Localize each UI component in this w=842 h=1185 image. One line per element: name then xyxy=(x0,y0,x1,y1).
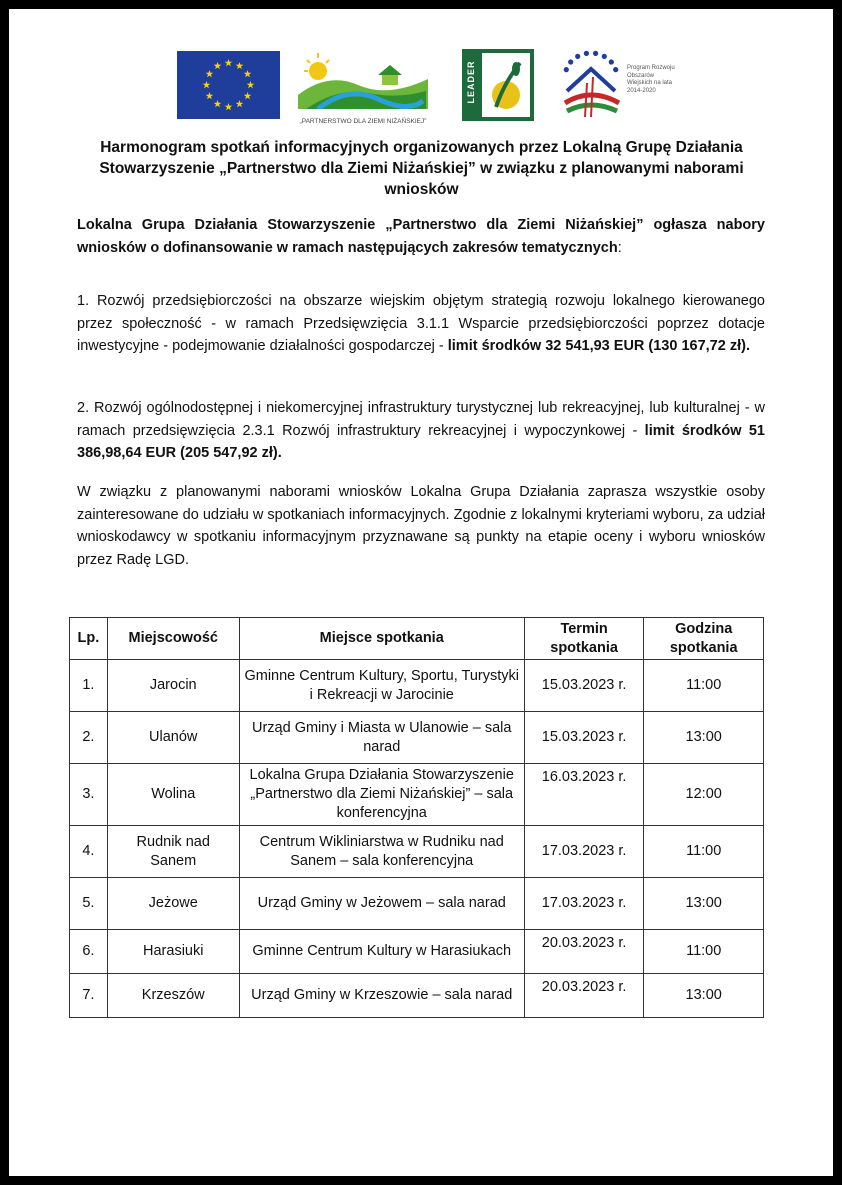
scope-item-1 xyxy=(77,290,765,358)
header-locality: Miejscowość xyxy=(107,618,239,660)
cell-lp: 1. xyxy=(70,660,108,712)
document-title: Harmonogram spotkań informacyjnych organizowanych przez Lokalną Grupę Działania Stowarzyszenie „Partnerstwo dla Ziemi Niżańskiej” w związku z planowanymi naborami wniosków xyxy=(99,139,744,198)
scope-item-1-text: 1. Rozwój przedsiębiorczości na obszarze wiejskim objętym strategią rozwoju lokalnego kierowanego przez społeczność - w ramach Przedsięwzięcia 3.1.1 Wsparcie przedsiębiorczości poprzez dotacje inwestycyjne - podejmowanie działalności gospodarczej - xyxy=(77,293,765,354)
table-row xyxy=(70,764,764,826)
cell-time: 13:00 xyxy=(644,712,764,764)
table-row xyxy=(70,878,764,930)
cell-date: 17.03.2023 r. xyxy=(524,826,644,878)
prow-logo xyxy=(557,47,677,123)
partnerstwo-caption: „PARTNERSTWO DLA ZIEMI NIŻAŃSKIEJ” xyxy=(299,118,427,125)
leader-text: LEADER xyxy=(466,60,476,104)
cell-time: 13:00 xyxy=(644,974,764,1018)
cell-locality: Krzeszów xyxy=(107,974,239,1018)
cell-time: 12:00 xyxy=(644,764,764,826)
leader-logo xyxy=(462,49,534,121)
eu-flag-logo xyxy=(177,51,280,119)
cell-date: 20.03.2023 r. xyxy=(524,930,644,974)
cell-time: 11:00 xyxy=(644,826,764,878)
scope-item-2-text: 2. Rozwój ogólnodostępnej i niekomercyjnej infrastruktury turystycznej lub rekreacyjnej, lub kulturalnej - w ramach przedsięwzięcia 2.3.1 Rozwój infrastruktury rekreacyjnej i wypoczynkowej - xyxy=(77,400,765,439)
scope-item-1-limit: limit środków 32 541,93 EUR (130 167,72 zł). xyxy=(447,338,750,354)
table-row xyxy=(70,930,764,974)
table-header-row xyxy=(70,618,764,660)
cell-date: 16.03.2023 r. xyxy=(524,764,644,826)
cell-venue: Gminne Centrum Kultury, Sportu, Turystyki i Rekreacji w Jarocinie xyxy=(239,660,524,712)
cell-locality: Harasiuki xyxy=(107,930,239,974)
cell-date: 15.03.2023 r. xyxy=(524,712,644,764)
partnerstwo-logo xyxy=(298,47,428,123)
table-row xyxy=(70,712,764,764)
header-venue: Miejsce spotkania xyxy=(239,618,524,660)
cell-lp: 2. xyxy=(70,712,108,764)
intro-text: Lokalna Grupa Działania Stowarzyszenie „Partnerstwo dla Ziemi Niżańskiej” ogłasza nabory wniosków o dofinansowanie w ramach następujących zakresów tematycznych xyxy=(77,217,765,256)
cell-venue: Lokalna Grupa Działania Stowarzyszenie „Partnerstwo dla Ziemi Niżańskiej” – sala konferencyjna xyxy=(239,764,524,826)
scope-item-2-limit: limit środków 51 386,98,64 EUR (205 547,92 zł). xyxy=(77,422,765,461)
document-page xyxy=(9,9,833,1176)
cell-date: 20.03.2023 r. xyxy=(524,974,644,1018)
cell-locality: Rudnik nad Sanem xyxy=(107,826,239,878)
prow-caption: Program Rozwoju Obszarów Wiejskich na lata 2014-2020 xyxy=(627,65,675,94)
cell-lp: 3. xyxy=(70,764,108,826)
header-lp: Lp. xyxy=(70,618,108,660)
cell-lp: 5. xyxy=(70,878,108,930)
cell-time: 13:00 xyxy=(644,878,764,930)
cell-locality: Jarocin xyxy=(107,660,239,712)
invitation-paragraph: W związku z planowanymi naborami wniosków Lokalna Grupa Działania zaprasza wszystkie osoby zainteresowane do udziału w spotkaniach informacyjnych. Zgodnie z lokalnymi kryteriami wyboru, za udział wnioskodawcy w spotkaniu informacyjnym przyznawane są punkty na etapie oceny i wyboru wniosków przez Radę LGD. xyxy=(77,484,765,568)
cell-date: 17.03.2023 r. xyxy=(524,878,644,930)
cell-venue: Urząd Gminy w Jeżowem – sala narad xyxy=(239,878,524,930)
cell-time: 11:00 xyxy=(644,660,764,712)
scope-item-2 xyxy=(77,397,765,465)
cell-lp: 6. xyxy=(70,930,108,974)
table-row xyxy=(70,660,764,712)
intro-paragraph xyxy=(77,214,765,259)
cell-locality: Wolina xyxy=(107,764,239,826)
cell-venue: Urząd Gminy i Miasta w Ulanowie – sala narad xyxy=(239,712,524,764)
cell-venue: Centrum Wikliniarstwa w Rudniku nad Sanem – sala konferencyjna xyxy=(239,826,524,878)
logo-strip xyxy=(165,41,677,125)
cell-date: 15.03.2023 r. xyxy=(524,660,644,712)
cell-lp: 7. xyxy=(70,974,108,1018)
meeting-schedule-table xyxy=(69,617,764,1018)
header-date: Termin spotkania xyxy=(524,618,644,660)
table-row xyxy=(70,826,764,878)
cell-locality: Jeżowe xyxy=(107,878,239,930)
cell-venue: Urząd Gminy w Krzeszowie – sala narad xyxy=(239,974,524,1018)
cell-locality: Ulanów xyxy=(107,712,239,764)
header-time: Godzina spotkania xyxy=(644,618,764,660)
table-row xyxy=(70,974,764,1018)
cell-time: 11:00 xyxy=(644,930,764,974)
intro-colon: : xyxy=(617,239,622,256)
cell-venue: Gminne Centrum Kultury w Harasiukach xyxy=(239,930,524,974)
cell-lp: 4. xyxy=(70,826,108,878)
